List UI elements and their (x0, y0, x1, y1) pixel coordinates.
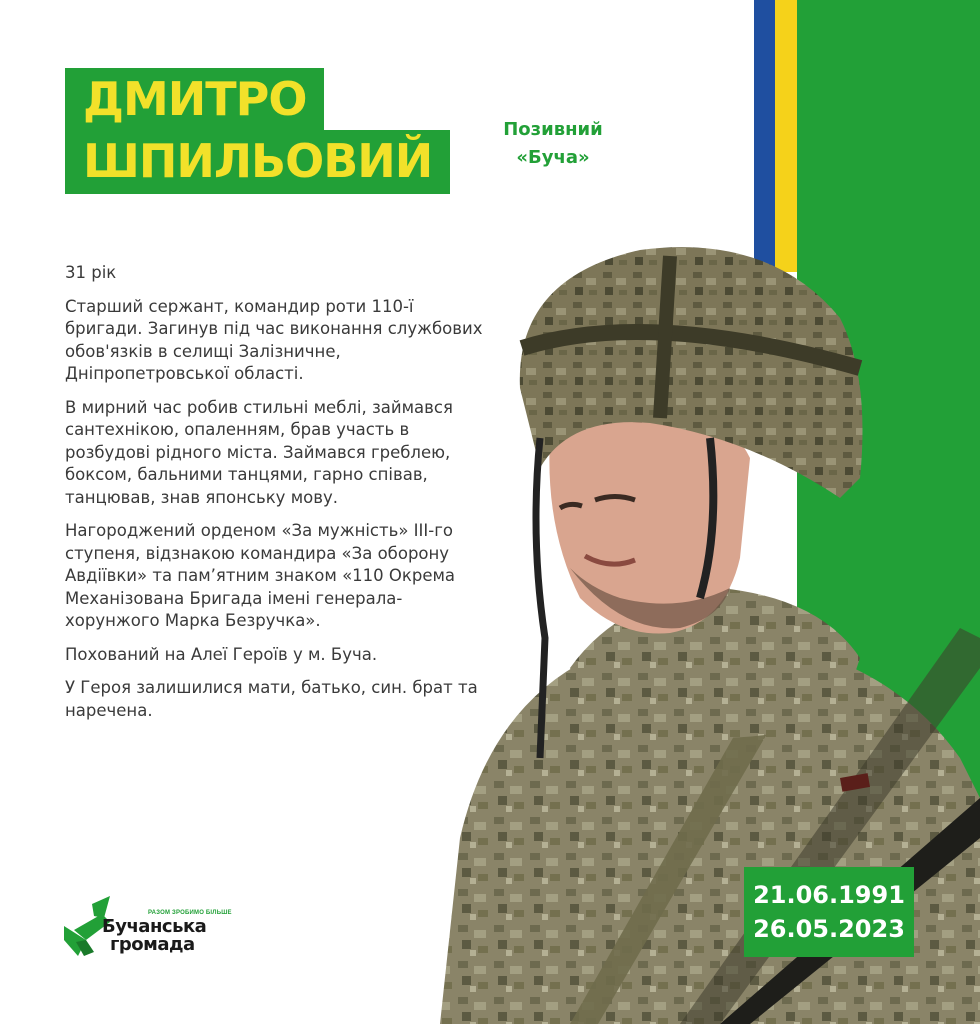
bio-paragraph-service: Старший сержант, командир роти 110-ї бригади. Загинув під час виконання службових обов'язків в селищі Залізничне, Дніпропетровської області. (65, 296, 483, 383)
hero-first-name: ДМИТРО (65, 68, 324, 130)
life-dates-box (744, 867, 914, 957)
hero-last-name: ШПИЛЬОВИЙ (65, 130, 450, 194)
bucha-community-logo (64, 896, 234, 962)
bio-paragraph-life: В мирний час робив стильні меблі, займався сантехнікою, опаленням, брав участь в розбудові рідного міста. Займався греблею, боксом, бальними танцями, гарно співав, танцював, знав японську мову. (65, 397, 453, 507)
logo-name-line1: Бучанська (102, 916, 207, 937)
logo-wordmark (102, 918, 206, 954)
death-date: 26.05.2023 (753, 915, 905, 943)
bio-age: 31 рік (65, 263, 117, 282)
bio-paragraph-family: У Героя залишилися мати, батько, син. брат та наречена. (65, 678, 478, 720)
callsign-value: «Буча» (516, 147, 590, 168)
bio-paragraph-awards: Нагороджений орденом «За мужність» ІІІ-го ступеня, відзнакою командира «За оборону Авдіївки» та пам’ятним знаком «110 Окрема Механізована Бригада імені генерала-хорунжого Марка Безручка». (65, 521, 456, 630)
bio-paragraph-burial: Похований на Алеї Героїв у м. Буча. (65, 644, 378, 664)
logo-tagline: РАЗОМ ЗРОБИМО БІЛЬШЕ (148, 910, 232, 916)
flag-stripe-yellow (775, 0, 797, 272)
callsign-block (470, 116, 636, 172)
birth-date: 21.06.1991 (753, 881, 905, 909)
callsign-label: Позивний (503, 119, 603, 140)
logo-name-line2: громада (110, 934, 195, 955)
flag-stripe-blue (754, 0, 775, 272)
